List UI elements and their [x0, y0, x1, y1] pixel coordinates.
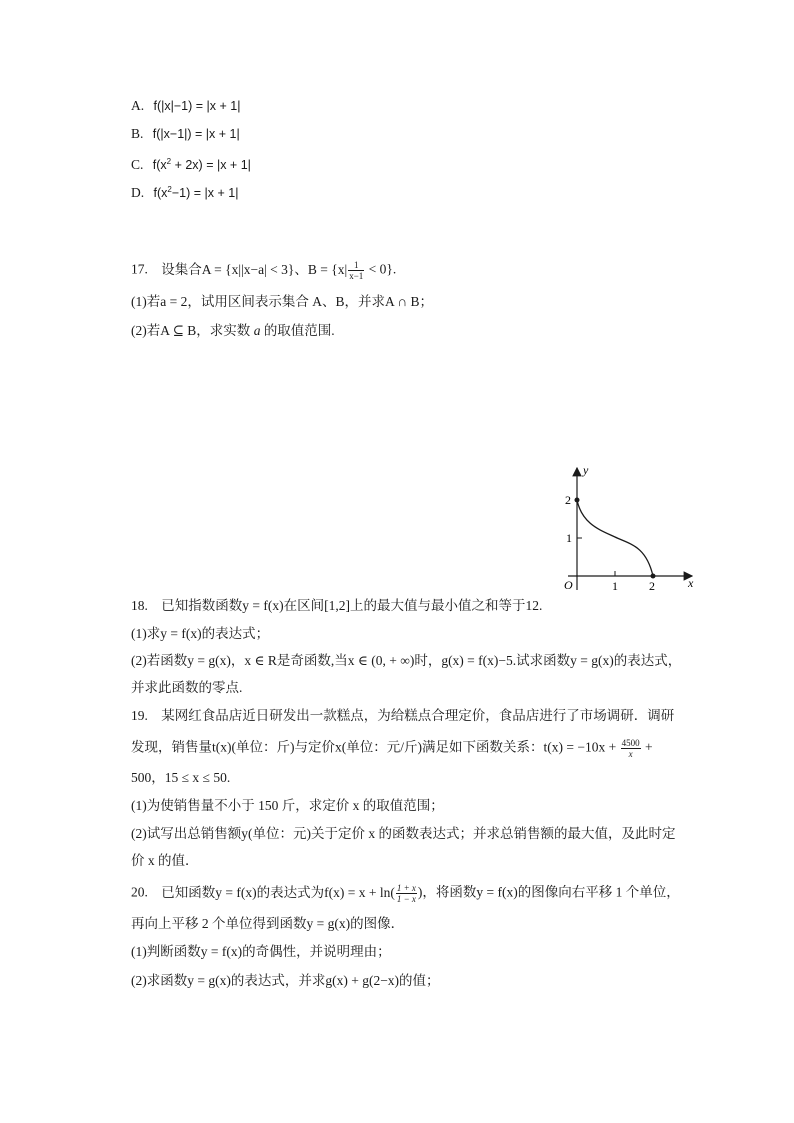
option-a [131, 97, 240, 115]
question-number: 20. [131, 884, 148, 900]
q19-part2-cont: 价 x 的值． [131, 853, 199, 868]
option-letter: B. [131, 126, 144, 141]
q20-stem-line1: 20. 已知函数y = f(x)的表达式为f(x) = x + ln( $\frac{1 + x}{1 - x}$ )，将函数y = f(x)的图像向右平移 1 个单位， [131, 883, 680, 904]
x-axis-label: x [688, 576, 694, 590]
y-tick-2: 2 [565, 493, 571, 507]
q19-stem-line1: 19. 某网红食品店近日研发出一款糕点，为给糕点合理定价，食品店进行了市场调研．调研 [131, 708, 675, 723]
q19-part2: (2)试写出总销售额y(单位：元)关于定价 x 的函数表达式；并求总销售额的最大值，及此时定 [131, 826, 676, 841]
option-d [131, 181, 238, 202]
q17-part2: (2)若A ⊆ B，求实数 a 的取值范围. [131, 323, 335, 338]
q17-stem: 17. 设集合A = {x||x−a| < 3}、B = {x| $\frac{1}{x-1}$ < 0}. [131, 260, 397, 281]
option-c [131, 153, 251, 174]
option-b [131, 125, 240, 143]
q20-part1: (1)判断函数y = f(x)的奇偶性，并说明理由； [131, 944, 391, 959]
fraction: $\frac{1 + x}{1 - x}$ [396, 883, 416, 904]
q18-part2: (2)若函数y = g(x)，x ∈ R是奇函数,当x ∈ (0, + ∞)时，g(x) = f(x)−5.试求函数y = g(x)的表达式， [131, 653, 682, 668]
option-expr: f(|x−1|) = |x + 1| [152, 127, 240, 141]
fraction: $\frac{4500}{x}$ [621, 738, 640, 759]
question-number: 17. [131, 261, 148, 277]
question-number: 18. [131, 598, 148, 613]
q18-stem: 18. 已知指数函数y = f(x)在区间[1,2]上的最大值与最小值之和等于12. [131, 598, 543, 613]
origin-label: O [564, 578, 573, 592]
q19-part1: (1)为使销售量不小于 150 斤，求定价 x 的取值范围； [131, 798, 444, 813]
q19-stem-line2: 发现，销售量t(x)(单位：斤)与定价x(单位：元/斤)满足如下函数关系：t(x) = −10x + $\frac{4500}{x}$ + [131, 738, 653, 759]
x-tick-1: 1 [612, 579, 618, 593]
q20-stem-line2: 再向上平移 2 个单位得到函数y = g(x)的图像． [131, 916, 405, 931]
function-graph [560, 462, 700, 596]
q18-part1: (1)求y = f(x)的表达式； [131, 626, 270, 641]
point-0-2 [575, 498, 580, 503]
question-number: 19. [131, 708, 148, 723]
x-tick-2: 2 [649, 579, 655, 593]
option-expr: $f(x^2-1) = |x + 1|$ [153, 185, 239, 201]
y-axis-label: y [583, 463, 589, 477]
option-letter: C. [131, 157, 144, 173]
q19-stem-line3: 500，15 ≤ x ≤ 50. [131, 770, 231, 785]
curve [577, 500, 653, 576]
q20-part2: (2)求函数y = g(x)的表达式，并求g(x) + g(2−x)的值； [131, 973, 440, 988]
point-2-0 [651, 574, 656, 579]
option-letter: D. [131, 185, 145, 201]
option-letter: A. [131, 98, 145, 113]
fraction: $\frac{1}{x-1}$ [349, 260, 364, 281]
y-tick-1: 1 [566, 531, 572, 545]
option-expr: $f(x^2 + 2x) = |x + 1|$ [152, 157, 251, 173]
q17-part1: (1)若a = 2，试用区间表示集合 A、B，并求A ∩ B； [131, 294, 433, 309]
option-expr: f(|x|−1) = |x + 1| [153, 99, 241, 113]
q18-part2-cont: 并求此函数的零点. [131, 680, 243, 695]
